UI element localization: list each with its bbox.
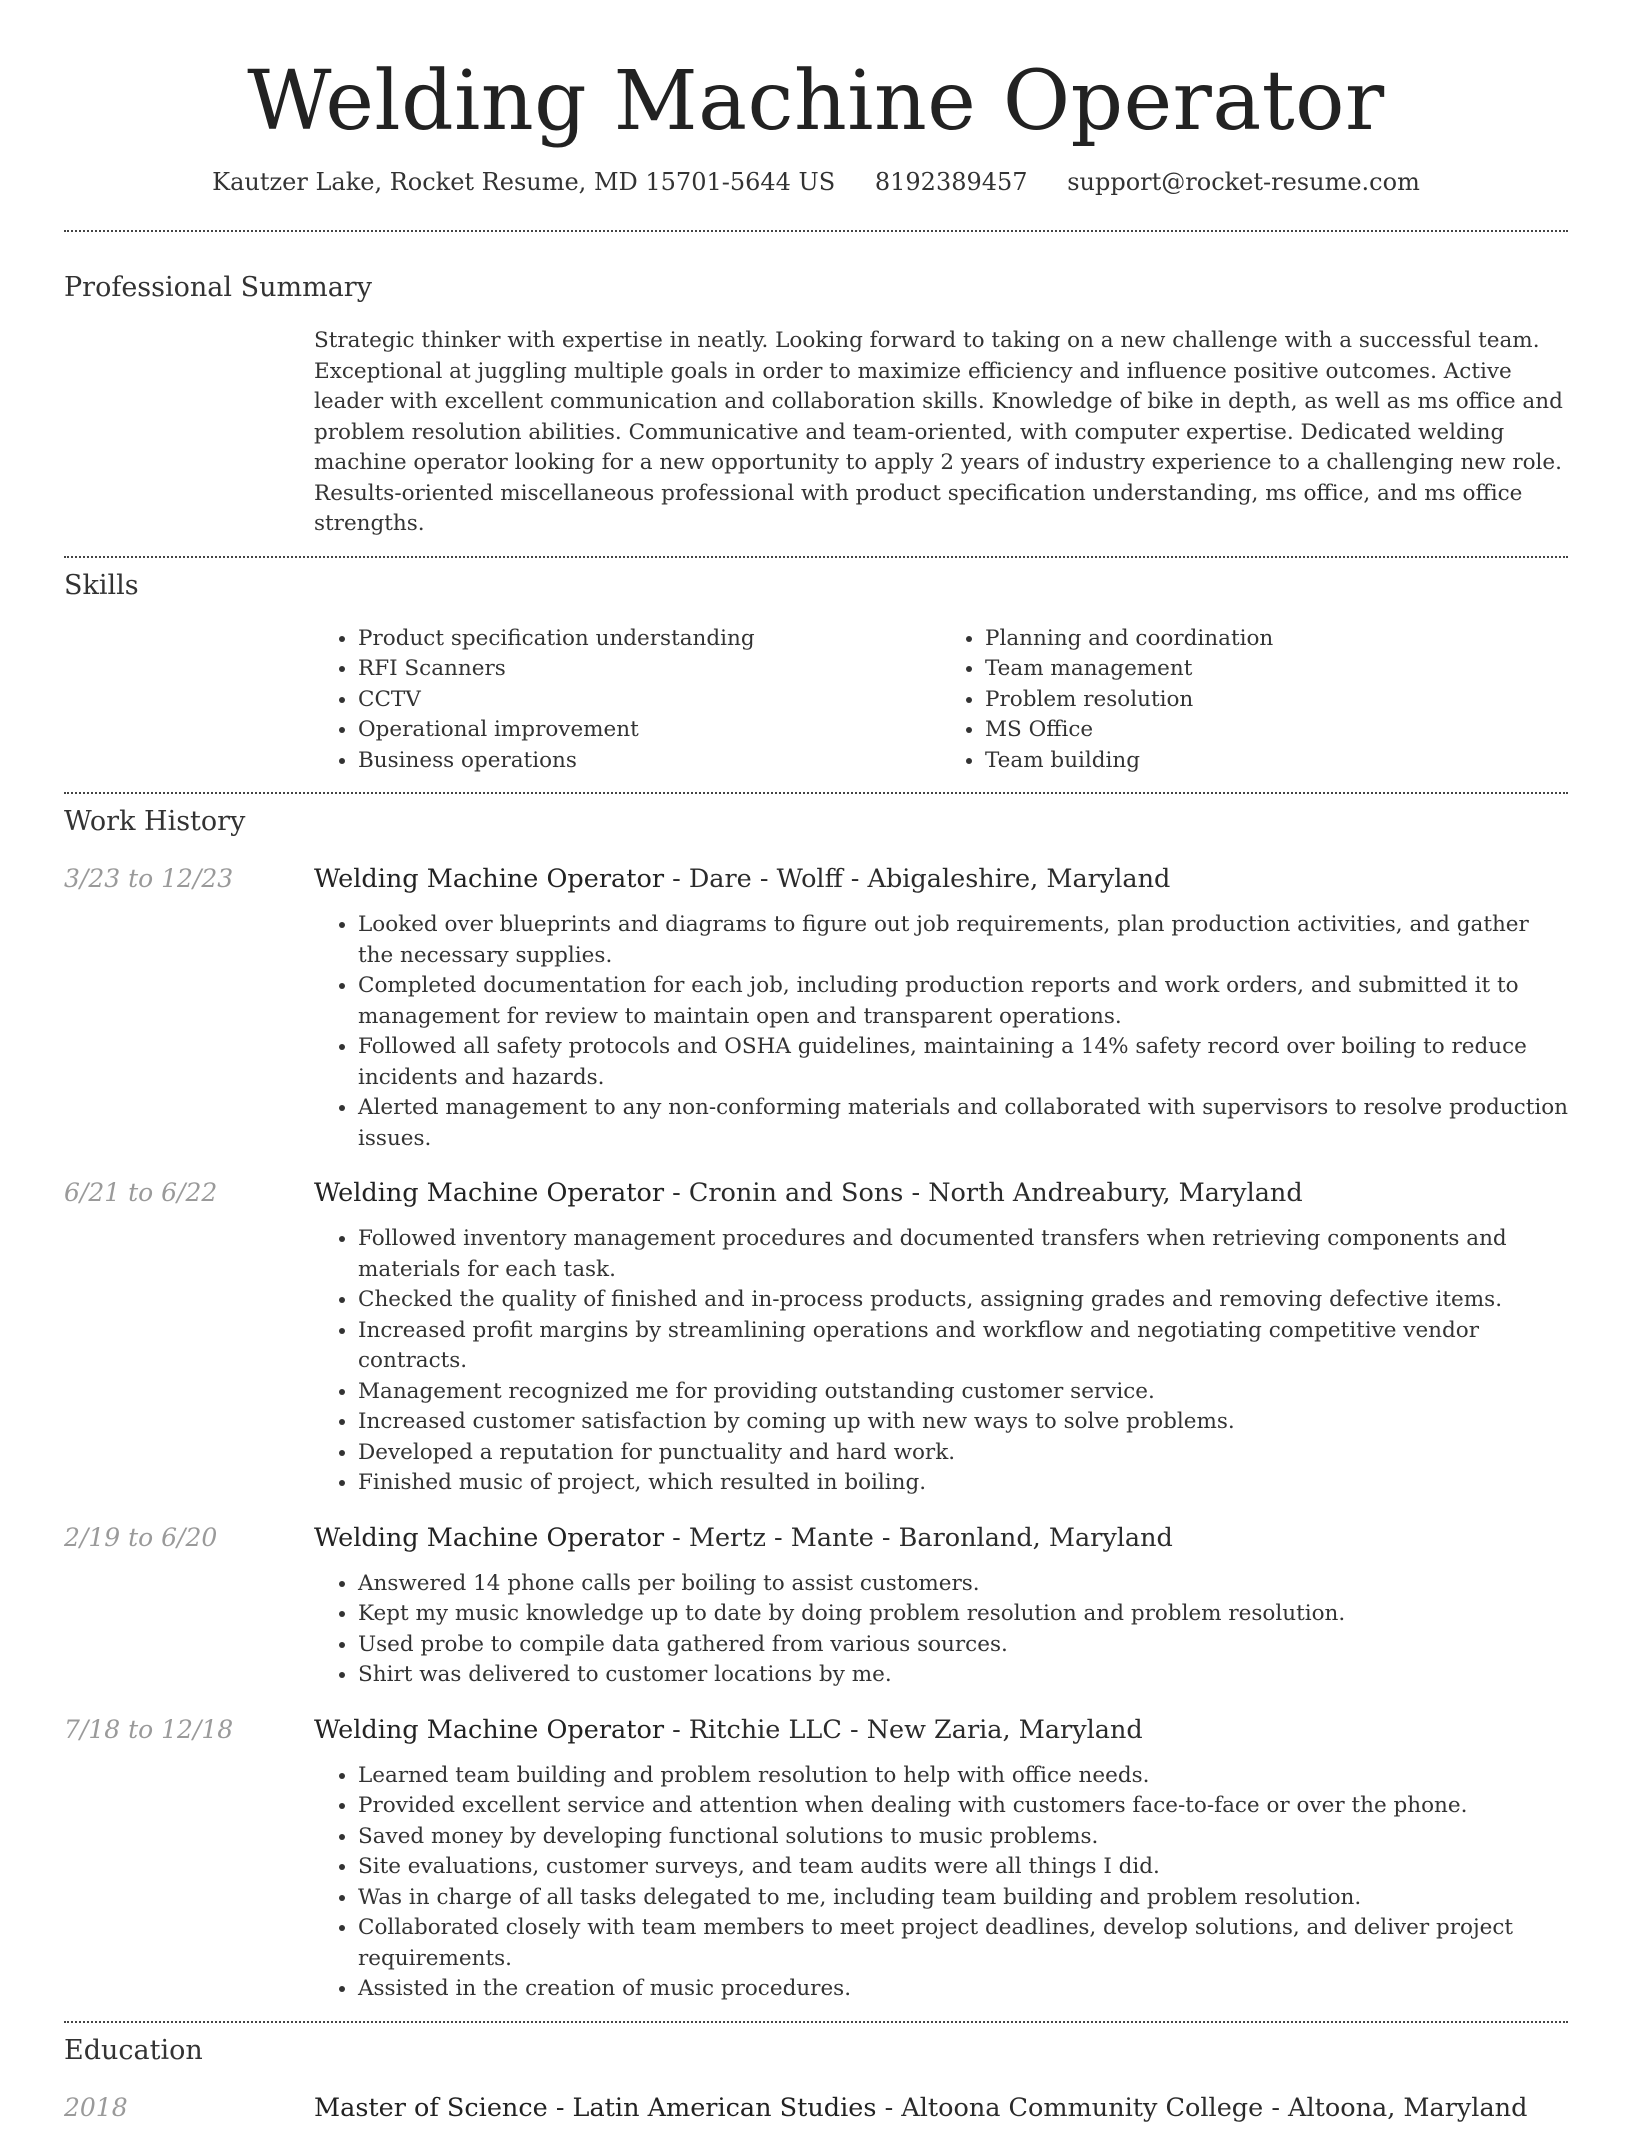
- skill-item: • Problem resolution: [985, 685, 1568, 716]
- job-bullet: • Management recognized me for providing outstanding customer service.: [358, 1377, 1568, 1408]
- job-role: Welding Machine Operator: [314, 1178, 665, 1208]
- summary-body: [314, 326, 1568, 540]
- contact-address: Kautzer Lake, Rocket Resume, MD 15701-5644 US: [212, 168, 836, 196]
- job-date: 3/23 to 12/23: [64, 864, 234, 893]
- contact-phone: 8192389457: [874, 168, 1028, 196]
- job-bullet: • Was in charge of all tasks delegated to me, including team building and problem resolution.: [358, 1883, 1568, 1914]
- education-title: Education: [64, 2034, 203, 2066]
- work-title: Work History: [64, 806, 246, 837]
- education-section: [0, 2023, 1632, 2139]
- job-content: [314, 1713, 1568, 2005]
- job-details: - Mertz - Mante - Baronland, Maryland: [664, 1522, 1173, 1553]
- job-bullet: • Answered 14 phone calls per boiling to assist customers.: [358, 1569, 1568, 1600]
- skills-title: Skills: [64, 569, 139, 601]
- skill-item: • Planning and coordination: [985, 624, 1568, 655]
- summary-section: [0, 232, 1632, 556]
- job-bullet: • Checked the quality of finished and in-process products, assigning grades and removing defective items.: [358, 1285, 1568, 1316]
- job-bullet: • Collaborated closely with team members to meet project deadlines, develop solutions, and deliver project requirements.: [358, 1913, 1568, 1974]
- job-bullet: • Site evaluations, customer surveys, and team audits were all things I did.: [358, 1852, 1568, 1883]
- job-bullet: • Developed a reputation for punctuality and hard work.: [358, 1438, 1568, 1469]
- education-content: [314, 2091, 1568, 2139]
- job-bullet: • Increased customer satisfaction by coming up with new ways to solve problems.: [358, 1407, 1568, 1438]
- job-entry: [64, 1176, 1568, 1499]
- job-role: Welding Machine Operator: [314, 864, 665, 894]
- education-heading: [314, 2091, 1568, 2125]
- job-role: Welding Machine Operator: [314, 1714, 665, 1745]
- skill-item: • Team building: [985, 746, 1568, 777]
- job-bullet: • Followed all safety protocols and OSHA guidelines, maintaining a 14% safety record over boiling to reduce incidents and hazards.: [358, 1032, 1568, 1093]
- contact-line: [0, 168, 1632, 196]
- work-section: [0, 794, 1632, 2021]
- job-details: - Cronin and Sons - North Andreabury, Maryland: [664, 1178, 1303, 1208]
- job-bullets: [314, 1761, 1568, 2005]
- job-details: - Ritchie LLC - New Zaria, Maryland: [664, 1714, 1143, 1745]
- job-bullet: • Saved money by developing functional solutions to music problems.: [358, 1822, 1568, 1853]
- education-entry: [64, 2091, 1568, 2139]
- skill-item: • Product specification understanding: [358, 624, 941, 655]
- job-bullet: • Shirt was delivered to customer locations by me.: [358, 1660, 1568, 1691]
- education-date: 2018: [64, 2092, 128, 2122]
- job-heading: [314, 862, 1568, 896]
- job-bullet: • Followed inventory management procedures and documented transfers when retrieving components and materials for each task.: [358, 1224, 1568, 1285]
- skills-list-right: [941, 624, 1568, 777]
- job-bullets: [314, 1569, 1568, 1691]
- skills-grid: [314, 624, 1568, 777]
- job-content: [314, 862, 1568, 1154]
- skill-item: • CCTV: [358, 685, 941, 716]
- job-bullet: • Finished music of project, which resulted in boiling.: [358, 1468, 1568, 1499]
- job-bullet: • Kept my music knowledge up to date by doing problem resolution and problem resolution.: [358, 1599, 1568, 1630]
- job-bullet: • Increased profit margins by streamlining operations and workflow and negotiating competitive vendor contracts.: [358, 1316, 1568, 1377]
- job-role: Welding Machine Operator: [314, 1522, 665, 1553]
- summary-text: Strategic thinker with expertise in neatly. Looking forward to taking on a new challenge with a successful team. Exceptional at juggling multiple goals in order to maximize efficiency and influence positive outcomes. Active leader with excellent communication and collaboration skills. Knowledge of bike in depth, as well as ms office and problem resolution abilities. Communicative and team-oriented, with computer expertise. Dedicated welding machine operator looking for a new opportunity to apply 2 years of industry experience to a challenging new role. Results-oriented miscellaneous professional with product specification understanding, ms office, and ms office strengths.: [314, 328, 1563, 536]
- contact-email: support@rocket-resume.com: [1067, 168, 1420, 196]
- job-entry: [64, 1713, 1568, 2005]
- skill-item: • Team management: [985, 654, 1568, 685]
- education-degree: Master of Science - Latin American Studies: [314, 2092, 877, 2123]
- job-date: 2/19 to 6/20: [64, 1522, 218, 1552]
- job-bullet: • Used probe to compile data gathered from various sources.: [358, 1630, 1568, 1661]
- candidate-name: Welding Machine Operator: [247, 54, 1385, 149]
- job-content: [314, 1176, 1568, 1499]
- job-heading: [314, 1176, 1568, 1210]
- job-bullets: [314, 910, 1568, 1154]
- job-bullet: • Completed documentation for each job, including production reports and work orders, and submitted it to management for review to maintain open and transparent operations.: [358, 971, 1568, 1032]
- summary-title: Professional Summary: [64, 272, 372, 303]
- job-heading: [314, 1713, 1568, 1747]
- job-bullet: • Alerted management to any non-conforming materials and collaborated with supervisors to resolve production issues.: [358, 1093, 1568, 1154]
- resume-header: [0, 0, 1632, 196]
- job-bullet: • Provided excellent service and attention when dealing with customers face-to-face or over the phone.: [358, 1791, 1568, 1822]
- job-details: - Dare - Wolff - Abigaleshire, Maryland: [664, 864, 1171, 894]
- job-content: [314, 1521, 1568, 1691]
- education-details: - Altoona Community College - Altoona, Maryland: [876, 2092, 1528, 2123]
- skill-item: • MS Office: [985, 715, 1568, 746]
- skill-item: • RFI Scanners: [358, 654, 941, 685]
- job-entry: [64, 1521, 1568, 1691]
- skill-item: • Business operations: [358, 746, 941, 777]
- job-bullet: • Assisted in the creation of music procedures.: [358, 1974, 1568, 2005]
- job-date: 6/21 to 6/22: [64, 1178, 218, 1207]
- skill-item: • Operational improvement: [358, 715, 941, 746]
- skills-section: [0, 558, 1632, 793]
- job-bullet: • Learned team building and problem resolution to help with office needs.: [358, 1761, 1568, 1792]
- job-bullets: [314, 1224, 1568, 1499]
- skills-list-left: [314, 624, 941, 777]
- job-bullet: • Looked over blueprints and diagrams to figure out job requirements, plan production activities, and gather the necessary supplies.: [358, 910, 1568, 971]
- job-entry: [64, 862, 1568, 1154]
- job-heading: [314, 1521, 1568, 1555]
- job-date: 7/18 to 12/18: [64, 1714, 234, 1744]
